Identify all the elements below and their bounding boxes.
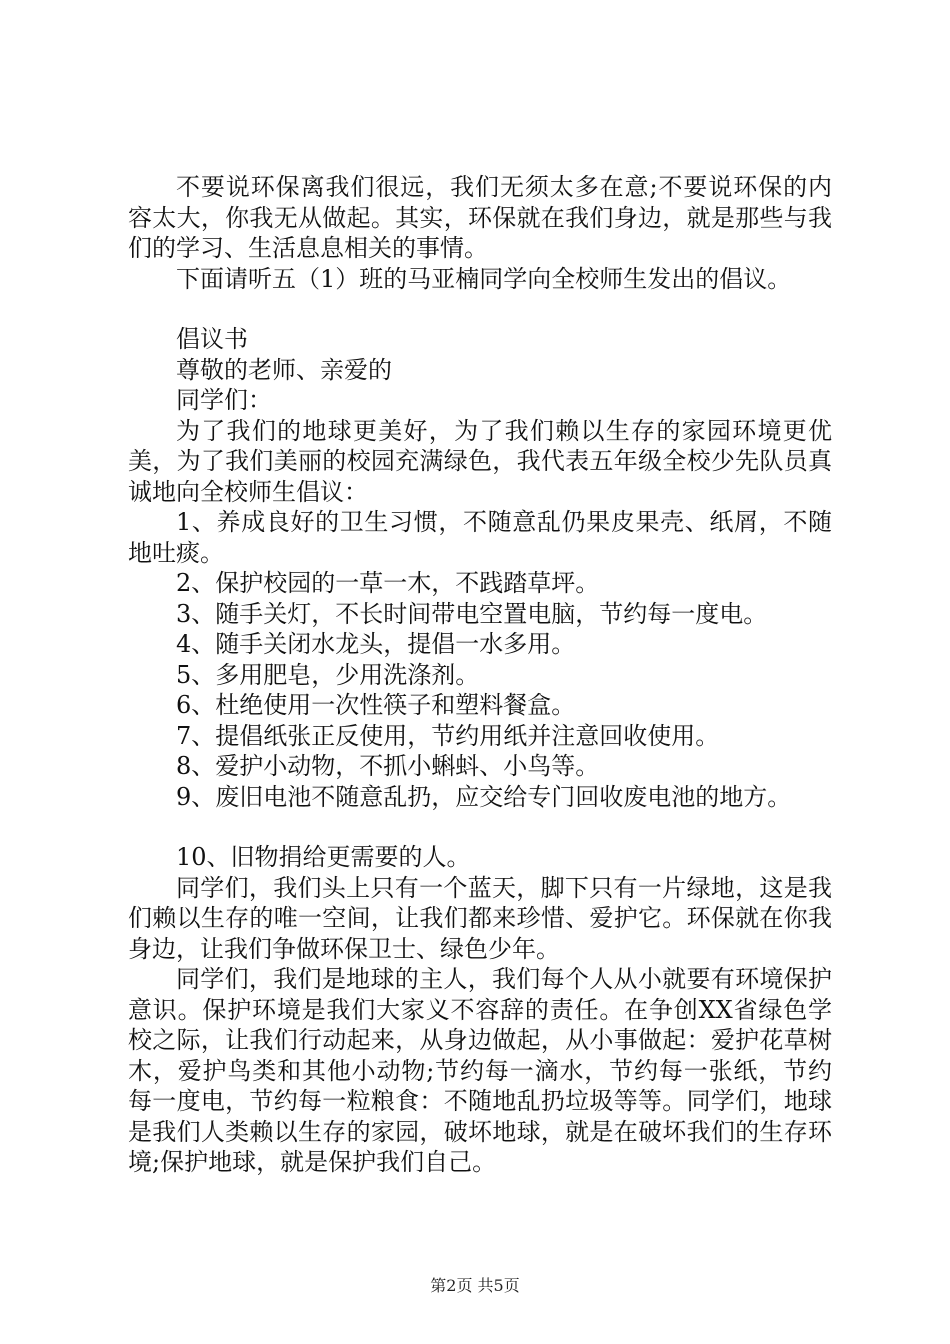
proposal-item-4: 4、随手关闭水龙头，提倡一水多用。 [176, 630, 576, 658]
closing-paragraph-2: 同学们，我们是地球的主人，我们每个人从小就要有环境保护意识。保护环境是我们大家义不容辞的责任。在争创XX省绿色学校之际，让我们行动起来，从身边做起，从小事做起：爱护花草树木，爱护鸟类和其他小动物;节约每一滴水，节约每一张纸，节约每一度电，节约每一粒粮食：不随地乱扔垃圾等等。同学们，地球是我们人类赖以生存的家园，破坏地球，就是在破坏我们的生存环境;保护地球，就是保护我们自己。 [128, 965, 832, 1176]
page-footer [0, 1276, 950, 1296]
document-body [128, 172, 832, 1178]
opening-paragraph: 为了我们的地球更美好，为了我们赖以生存的家园环境更优美，为了我们美丽的校园充满绿色，我代表五年级全校少先队员真诚地向全校师生倡议： [128, 416, 832, 506]
spacer [128, 812, 832, 842]
proposal-item-5: 5、多用肥皂，少用洗涤剂。 [176, 660, 480, 689]
page-number: 第2页 共5页 [430, 1276, 520, 1295]
proposal-item-6: 6、杜绝使用一次性筷子和塑料餐盒。 [176, 691, 576, 719]
intro-next-paragraph: 下面请听五（1）班的马亚楠同学向全校师生发出的倡议。 [176, 264, 792, 293]
salutation-line-1: 尊敬的老师、亲爱的 [176, 355, 392, 384]
closing-paragraph-1: 同学们，我们头上只有一个蓝天，脚下只有一片绿地，这是我们赖以生存的唯一空间，让我们都来珍惜、爱护它。环保就在你我身边，让我们争做环保卫士、绿色少年。 [128, 873, 832, 963]
proposal-item-10: 10、旧物捐给更需要的人。 [176, 843, 471, 871]
proposal-item-7: 7、提倡纸张正反使用，节约用纸并注意回收使用。 [176, 721, 720, 750]
proposal-item-2: 2、保护校园的一草一木，不践踏草坪。 [176, 569, 600, 597]
proposal-item-9: 9、废旧电池不随意乱扔，应交给专门回收废电池的地方。 [176, 782, 792, 811]
proposal-item-1: 1、养成良好的卫生习惯，不随意乱仍果皮果壳、纸屑，不随地吐痰。 [128, 508, 832, 567]
spacer [128, 294, 832, 324]
letter-title: 倡议书 [176, 325, 248, 353]
intro-paragraph: 不要说环保离我们很远，我们无须太多在意;不要说环保的内容太大，你我无从做起。其实，环保就在我们身边，就是那些与我们的学习、生活息息相关的事情。 [128, 173, 832, 262]
proposal-item-3: 3、随手关灯，不长时间带电空置电脑，节约每一度电。 [176, 599, 768, 628]
salutation-line-2: 同学们： [176, 386, 272, 414]
proposal-item-8: 8、爱护小动物，不抓小蝌蚪、小鸟等。 [176, 752, 600, 780]
